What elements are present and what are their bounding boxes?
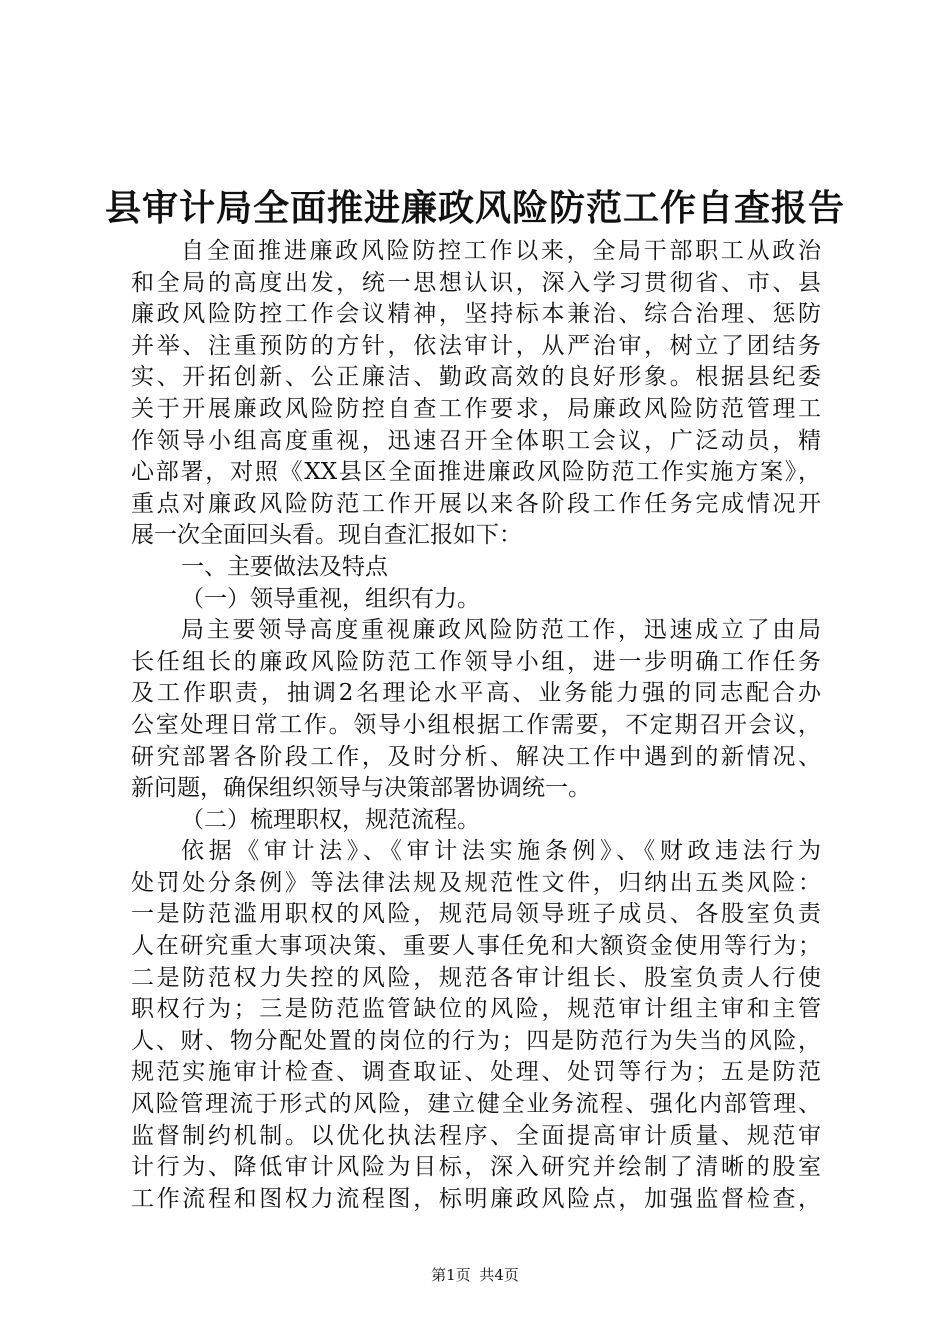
text-line: 并举、注重预防的方针，依法审计，从严治审，树立了团结务 [131,332,821,359]
text-line: 展一次全面回头看。现自查汇报如下： [131,522,522,549]
page-number: 第1页 [431,1266,471,1284]
document-body [131,236,821,1215]
text-line: 重点对廉政风险防范工作开展以来各阶段工作任务完成情况开 [131,490,821,517]
text-line: （二）梳理职权，规范流程。 [181,806,480,833]
text-line: 人、财、物分配处置的岗位的行为；四是防范行为失当的风险， [131,1027,821,1054]
text-line: 依据《审计法》、《审计法实施条例》、《财政违法行为 [181,838,821,865]
text-line: 规范实施审计检查、调查取证、处理、处罚等行为；五是防范 [131,1059,821,1086]
text-line: 监督制约机制。以优化执法程序、全面提高审计质量、规范审 [131,1122,821,1149]
text-line: 廉政风险防控工作会议精神，坚持标本兼治、综合治理、惩防 [131,301,821,328]
text-line: 心部署，对照《XX县区全面推进廉政风险防范工作实施方案》， [131,459,821,486]
text-line: 作领导小组高度重视，迅速召开全体职工会议，广泛动员，精 [131,427,821,454]
text-line: 二是防范权力失控的风险，规范各审计组长、股室负责人行使 [131,964,821,991]
page-footer [0,1265,950,1285]
text-line: 局主要领导高度重视廉政风险防范工作，迅速成立了由局 [181,617,821,644]
text-line: 公室处理日常工作。领导小组根据工作需要，不定期召开会议， [131,711,821,738]
text-line: （一）领导重视，组织有力。 [181,585,480,612]
text-line: 和全局的高度出发，统一思想认识，深入学习贯彻省、市、县 [131,269,821,296]
text-line: 长任组长的廉政风险防范工作领导小组，进一步明确工作任务 [131,648,821,675]
text-line: 工作流程和图权力流程图，标明廉政风险点，加强监督检查， [131,1185,821,1212]
text-line: 研究部署各阶段工作，及时分析、解决工作中遇到的新情况、 [131,743,821,770]
text-line: 处罚处分条例》等法律法规及规范性文件，归纳出五类风险： [131,869,821,896]
text-line: 一是防范滥用职权的风险，规范局领导班子成员、各股室负责 [131,901,821,928]
text-line: 实、开拓创新、公正廉洁、勤政高效的良好形象。根据县纪委 [131,364,821,391]
text-line: 关于开展廉政风险防控自查工作要求，局廉政风险防范管理工 [131,395,821,422]
text-line: 及工作职责，抽调2名理论水平高、业务能力强的同志配合办 [131,680,821,707]
text-line: 人在研究重大事项决策、重要人事任免和大额资金使用等行为； [131,933,821,960]
text-line: 计行为、降低审计风险为目标，深入研究并绘制了清晰的股室 [131,1154,821,1181]
text-line: 一、主要做法及特点 [181,553,388,580]
text-line: 职权行为；三是防范监管缺位的风险，规范审计组主审和主管 [131,996,821,1023]
text-line: 自全面推进廉政风险防控工作以来，全局干部职工从政治 [181,238,821,264]
page-total: 共4页 [479,1266,519,1284]
document-title: 县审计局全面推进廉政风险防范工作自查报告 [104,187,845,229]
text-line: 风险管理流于形式的风险，建立健全业务流程、强化内部管理、 [131,1091,821,1118]
text-line: 新问题，确保组织领导与决策部署协调统一。 [131,775,591,802]
